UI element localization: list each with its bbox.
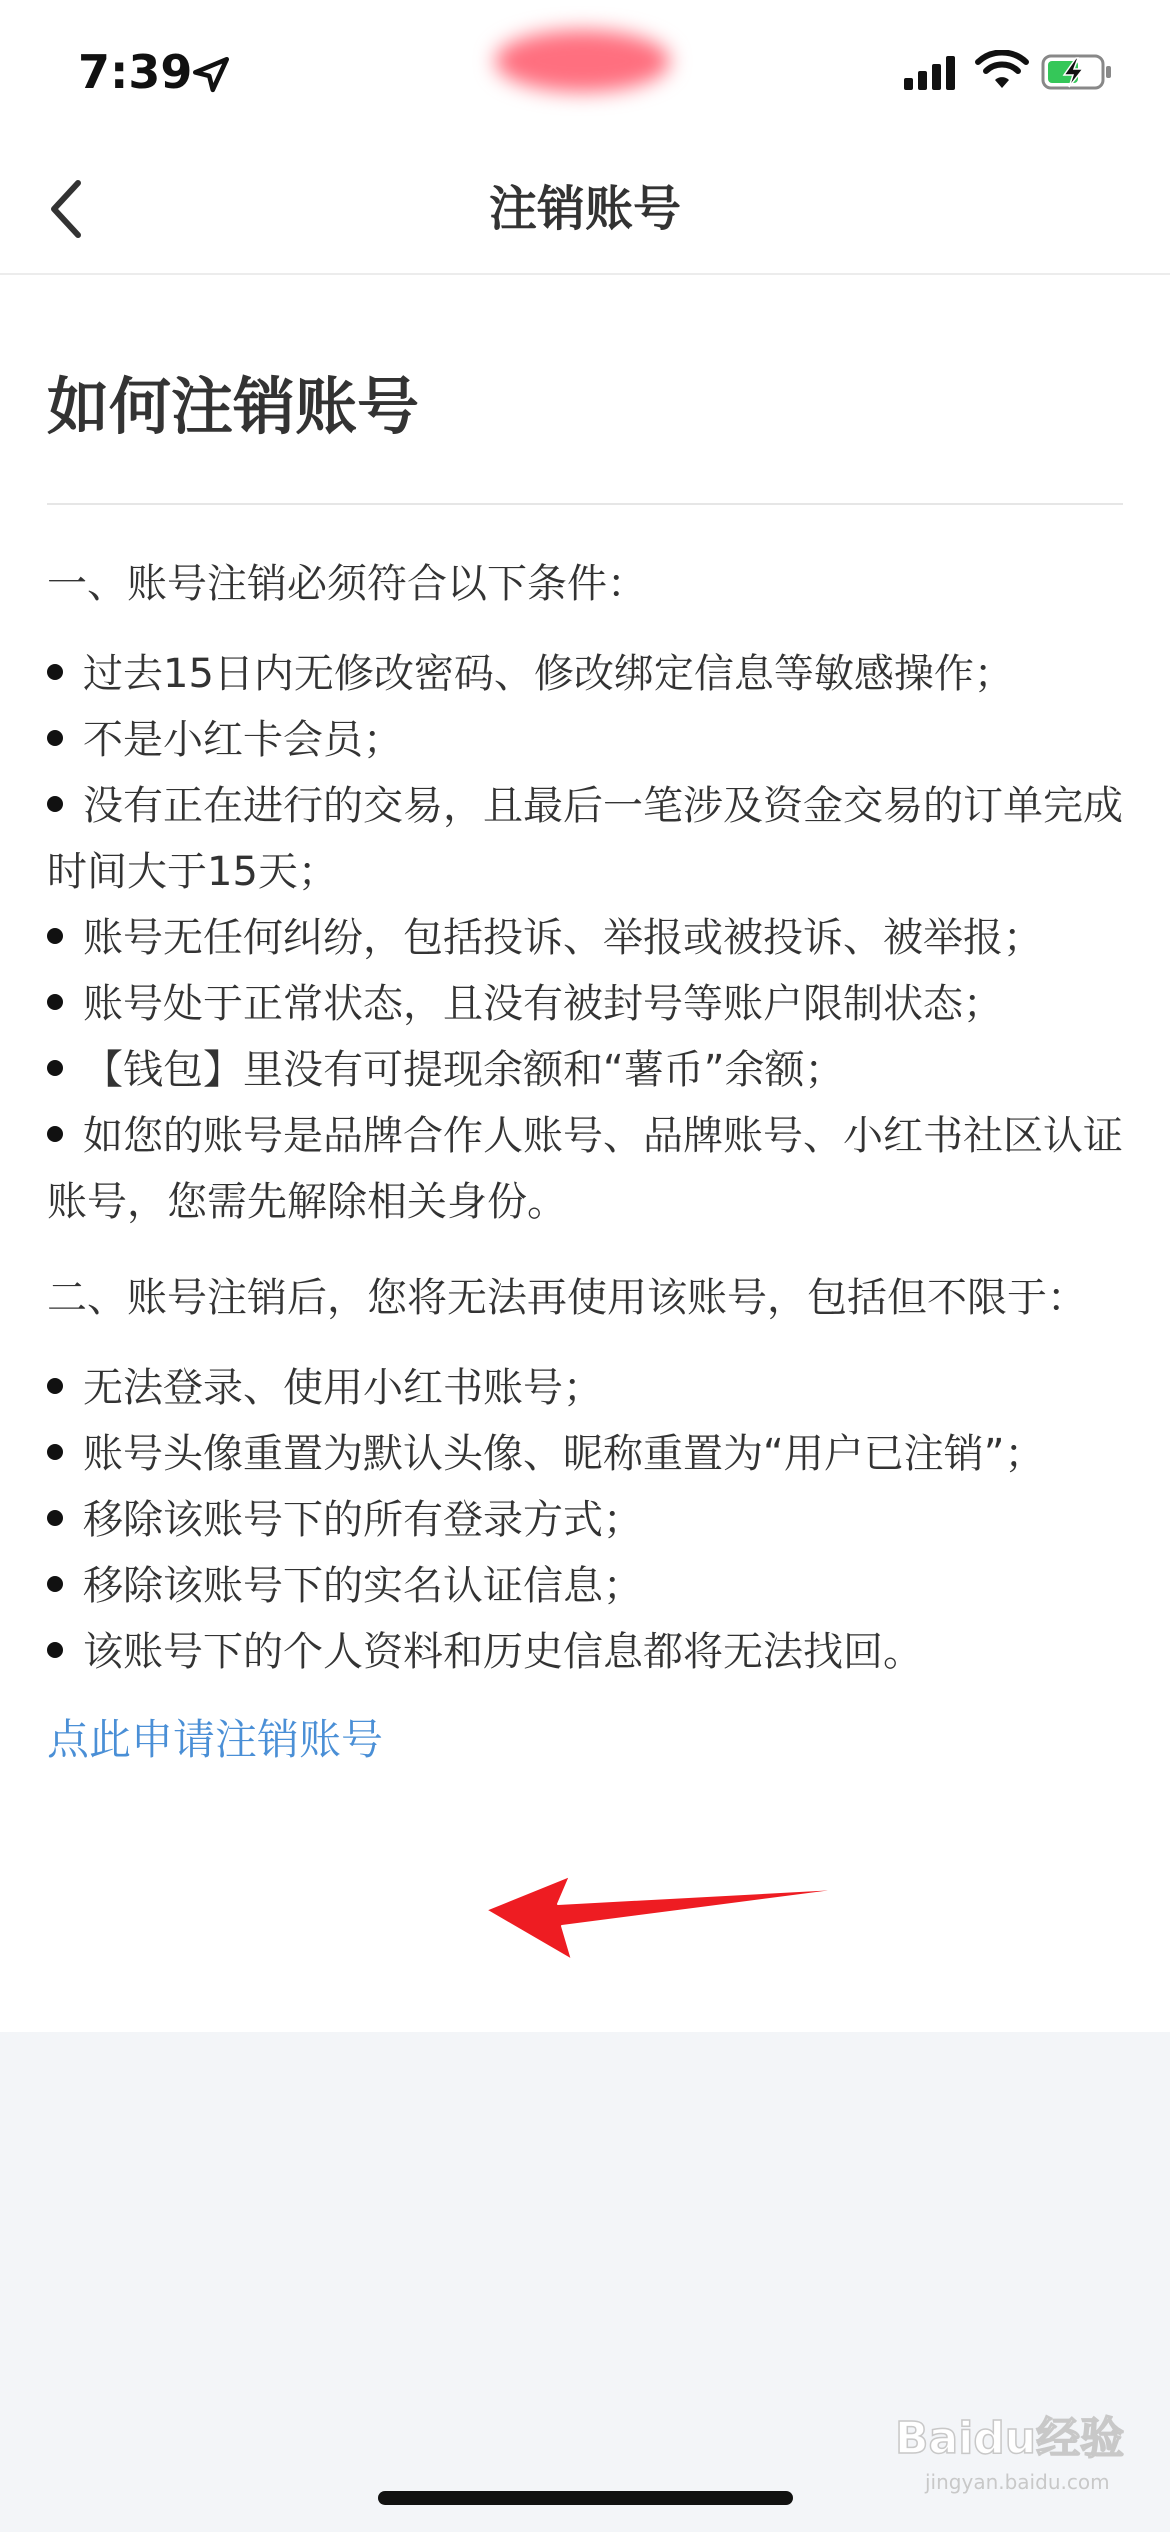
bullet-icon: [47, 928, 63, 944]
list-item: 账号无任何纠纷，包括投诉、举报或被投诉、被举报；: [47, 905, 1123, 971]
list-item: 该账号下的个人资料和历史信息都将无法找回。: [47, 1619, 1123, 1685]
list-item: 没有正在进行的交易，且最后一笔涉及资金交易的订单完成时间大于15天；: [47, 783, 1123, 895]
section-2-heading: 二、账号注销后，您将无法再使用该账号，包括但不限于：: [47, 1275, 1087, 1321]
list-item: 无法登录、使用小红书账号；: [47, 1355, 1123, 1421]
list-item: 账号头像重置为默认头像、昵称重置为“用户已注销”；: [47, 1421, 1123, 1487]
bullet-icon: [47, 730, 63, 746]
status-time: 7:39: [78, 45, 193, 99]
heading-divider: [47, 503, 1123, 505]
navigation-bar: [0, 145, 1170, 275]
apply-cancel-account-link[interactable]: 点此申请注销账号: [47, 1715, 384, 1764]
list-item: 【钱包】里没有可提现余额和“薯币”余额；: [47, 1037, 1123, 1103]
home-indicator[interactable]: [378, 2491, 793, 2505]
bullet-icon: [47, 994, 63, 1010]
watermark-logo-text: Baidu经验: [895, 2413, 1125, 2464]
list-item: 账号处于正常状态，且没有被封号等账户限制状态；: [47, 971, 1123, 1037]
bullet-icon: [47, 1378, 63, 1394]
bullet-icon: [47, 1126, 63, 1142]
status-bar: [0, 0, 1170, 145]
page-title: 注销账号: [488, 181, 681, 237]
article-heading: 如何注销账号: [47, 370, 420, 443]
bullet-icon: [47, 1576, 63, 1592]
location-arrow-icon: [190, 54, 232, 96]
bullet-icon: [47, 1510, 63, 1526]
cellular-signal-icon: [902, 52, 960, 94]
red-arrow-annotation-icon: [480, 1868, 860, 1968]
conditions-list: [47, 641, 1123, 1235]
watermark-domain-text: jingyan.baidu.com: [925, 2470, 1110, 2494]
battery-charging-icon: [1040, 50, 1114, 94]
list-item: 如您的账号是品牌合作人账号、品牌账号、小红书社区认证账号，您需先解除相关身份。: [47, 1113, 1123, 1225]
list-item: 移除该账号下的实名认证信息；: [47, 1553, 1123, 1619]
list-item: 过去15日内无修改密码、修改绑定信息等敏感操作；: [47, 641, 1123, 707]
list-item: 移除该账号下的所有登录方式；: [47, 1487, 1123, 1553]
article-content: [47, 275, 1123, 1775]
wifi-icon: [975, 50, 1029, 94]
list-item: 不是小红卡会员；: [47, 707, 1123, 773]
bullet-icon: [47, 664, 63, 680]
bullet-icon: [47, 1444, 63, 1460]
consequences-list: [47, 1355, 1123, 1685]
section-1-heading: 一、账号注销必须符合以下条件：: [47, 561, 647, 607]
bullet-icon: [47, 1642, 63, 1658]
blurred-notch-area: [495, 30, 670, 92]
bullet-icon: [47, 1060, 63, 1076]
bullet-icon: [47, 796, 63, 812]
baidu-jingyan-watermark-icon: [885, 2395, 1155, 2505]
